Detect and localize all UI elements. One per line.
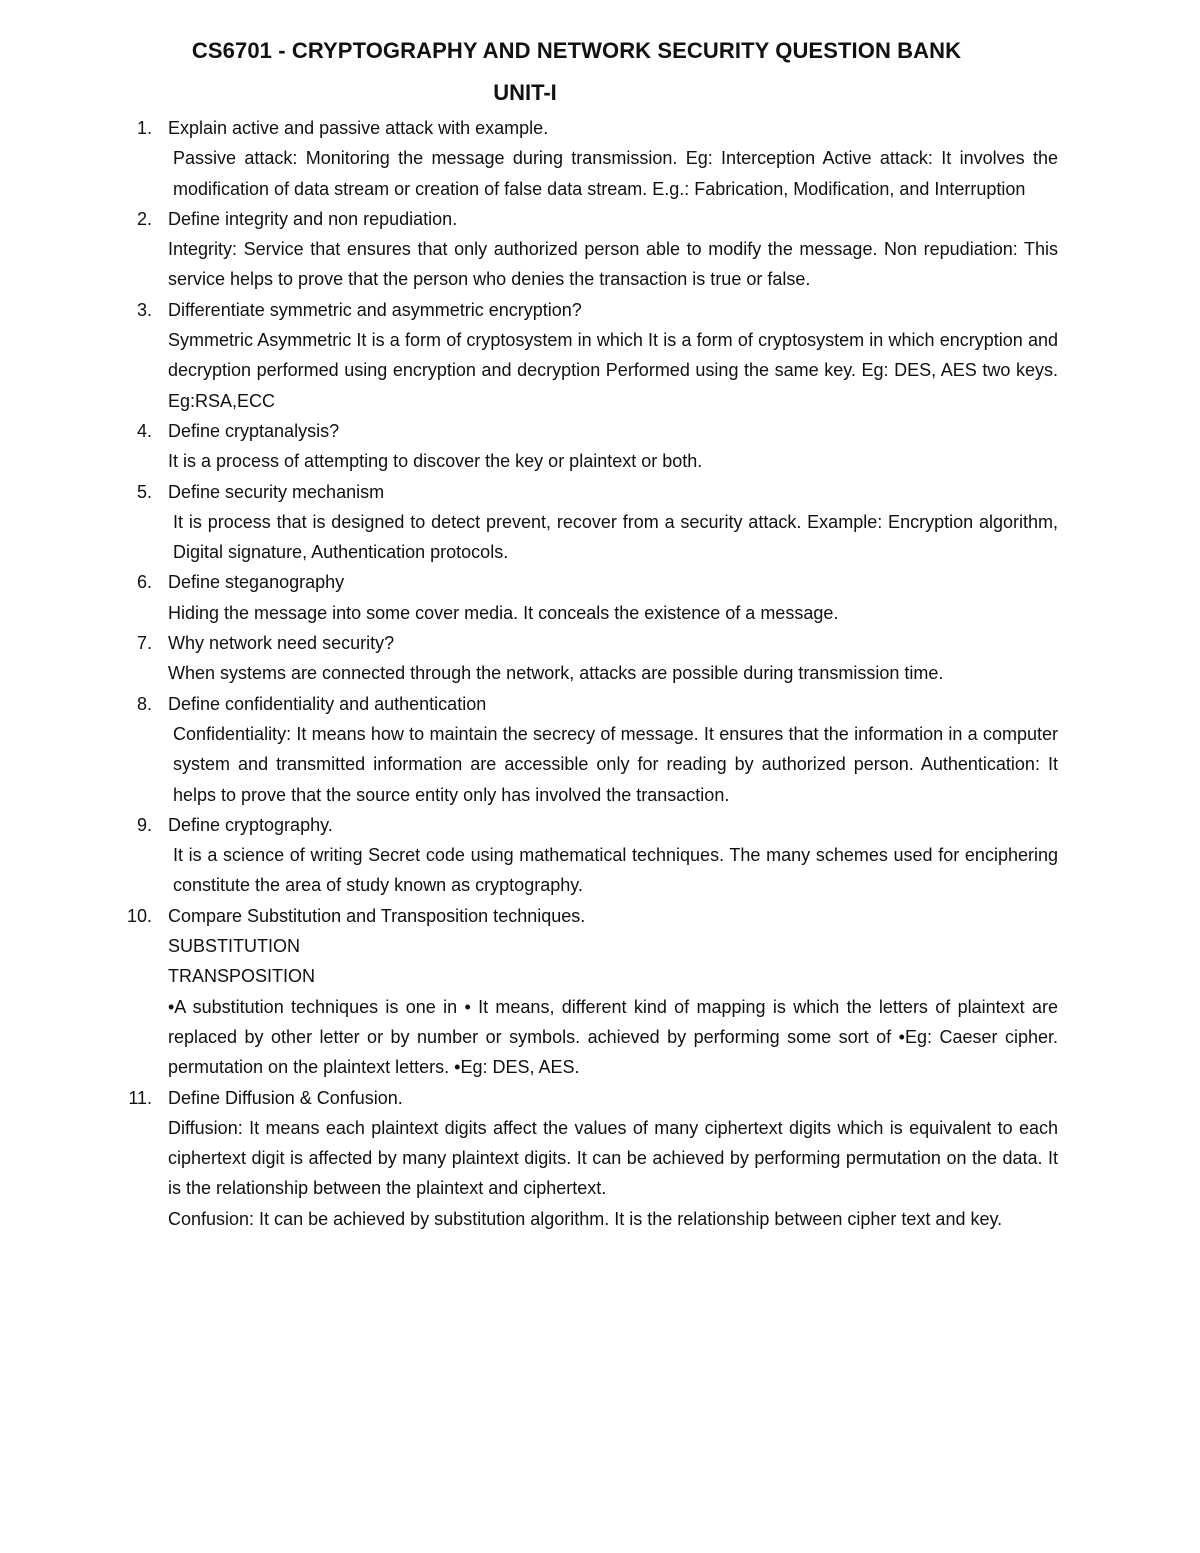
answer-text: •A substitution techniques is one in • It means, different kind of mapping is which the letters of plaintext are replaced by other letter or by number or symbols. achieved by performing some sort of •Eg: Caeser cipher. permutation on the plaintext letters. •Eg: DES, AES. <box>168 996 1058 1078</box>
question-item <box>136 113 1058 204</box>
question-list <box>126 113 1058 1234</box>
question-number: 5. <box>136 481 152 502</box>
question-text: Define cryptography. <box>168 814 333 835</box>
answer-text: It is process that is designed to detect prevent, recover from a security attack. Example: Encryption algorithm, Digital signature, Authentication protocols. <box>173 511 1058 563</box>
answer-heading-substitution: SUBSTITUTION <box>168 936 301 957</box>
question-item <box>136 567 1058 628</box>
question-item <box>136 295 1058 416</box>
answer-text: Symmetric Asymmetric It is a form of cryptosystem in which It is a form of cryptosystem in which encryption and decryption performed using encryption and decryption Performed using the same key. Eg: DES, AES two keys. Eg:RSA,ECC <box>168 330 1058 411</box>
answer-text-diffusion: Diffusion: It means each plaintext digits affect the values of many ciphertext digits which is equivalent to each ciphertext digit is affected by many plaintext digits. It can be achieved by performing permutation on the data. It is the relationship between the plaintext and ciphertext. <box>168 1117 1058 1199</box>
question-number: 9. <box>136 814 152 835</box>
question-number: 2. <box>136 208 152 229</box>
answer-text: It is a science of writing Secret code using mathematical techniques. The many schemes used for enciphering constitute the area of study known as cryptography. <box>173 845 1058 896</box>
question-item <box>136 810 1058 901</box>
answer-text: Passive attack: Monitoring the message during transmission. Eg: Interception Active attack: It involves the modification of data stream or creation of false data stream. E.g.: Fabrication, Modification, and Interruption <box>173 148 1058 199</box>
question-item <box>126 901 1058 1083</box>
question-item <box>128 1083 1058 1234</box>
question-text: Define Diffusion & Confusion. <box>168 1087 403 1108</box>
question-text: Why network need security? <box>168 633 395 654</box>
question-number: 8. <box>136 693 152 714</box>
question-text: Define cryptanalysis? <box>168 420 340 441</box>
question-text: Define integrity and non repudiation. <box>168 208 458 229</box>
question-number: 3. <box>136 299 152 320</box>
question-text: Define security mechanism <box>168 481 385 502</box>
question-number: 4. <box>136 420 152 441</box>
answer-text: Hiding the message into some cover media. It conceals the existence of a message. <box>168 602 839 623</box>
question-item <box>136 204 1058 295</box>
question-number: 7. <box>136 633 152 654</box>
page-title: CS6701 - CRYPTOGRAPHY AND NETWORK SECURITY QUESTION BANK <box>191 38 962 63</box>
question-text: Differentiate symmetric and asymmetric encryption? <box>168 299 582 320</box>
question-item <box>136 416 1058 477</box>
answer-heading-transposition: TRANSPOSITION <box>168 966 316 987</box>
question-text: Define confidentiality and authentication <box>168 693 487 714</box>
question-number: 1. <box>136 118 152 138</box>
question-item <box>136 628 1058 689</box>
question-item <box>136 689 1058 810</box>
question-item <box>136 477 1058 568</box>
answer-text: Confidentiality: It means how to maintain the secrecy of message. It ensures that the information in a computer system and transmitted information are accessible only for reading by authorized person. Authentication: It helps to prove that the source entity only has involved the transaction. <box>173 723 1058 805</box>
answer-text-confusion: Confusion: It can be achieved by substitution algorithm. It is the relationship between cipher text and key. <box>168 1208 1003 1229</box>
question-text: Define steganography <box>168 572 345 593</box>
question-number: 10. <box>126 905 152 926</box>
question-text: Explain active and passive attack with example. <box>168 118 549 138</box>
question-number: 6. <box>136 572 152 593</box>
answer-text: It is a process of attempting to discover the key or plaintext or both. <box>168 451 703 472</box>
question-text: Compare Substitution and Transposition techniques. <box>168 905 586 926</box>
answer-text: Integrity: Service that ensures that only authorized person able to modify the message. Non repudiation: This service helps to prove that the person who denies the transaction is true or false. <box>168 239 1058 290</box>
question-number: 11. <box>128 1087 152 1108</box>
unit-heading: UNIT-I <box>493 80 557 105</box>
answer-text: When systems are connected through the network, attacks are possible during transmission time. <box>168 663 944 684</box>
